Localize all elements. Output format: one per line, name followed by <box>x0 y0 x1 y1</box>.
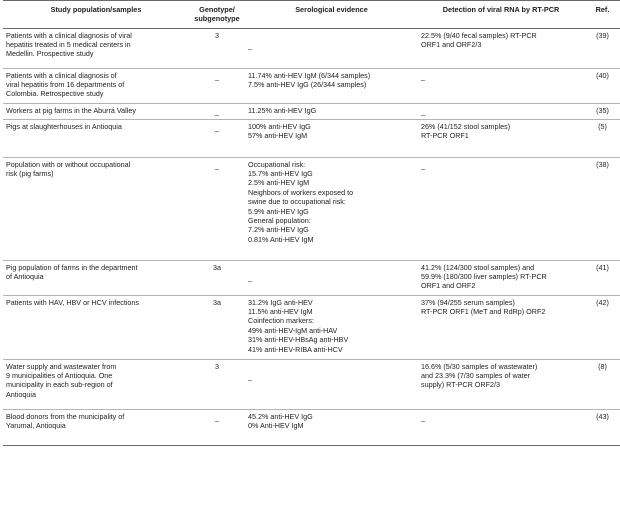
serology-line: 11.74% anti-HEV IgM (6/344 samples) <box>248 70 371 80</box>
cell-ref <box>584 103 620 119</box>
genotype-value: _ <box>215 122 219 132</box>
serology-line: 7.5% anti-HEV IgG (26/344 samples) <box>248 80 367 89</box>
rna-line: _ <box>421 412 425 422</box>
serology-line: Neighbors of workers exposed to <box>248 187 354 197</box>
serology-line: 41% anti-HEV-RIBA anti-HCV <box>248 344 343 354</box>
serology-line: 57% anti-HEV IgM <box>248 131 308 140</box>
header-genotype <box>189 1 245 29</box>
table-row <box>3 409 620 445</box>
cell-genotype <box>189 295 245 359</box>
serology-line: 0% Anti-HEV IgM <box>248 421 304 430</box>
table-header <box>3 1 620 29</box>
cell-rna <box>418 295 584 359</box>
population-line: Population with or without occupational <box>6 159 131 169</box>
population-line: Patients with HAV, HBV or HCV infections <box>6 297 140 307</box>
cell-rna <box>418 157 584 260</box>
cell-serology <box>245 260 418 295</box>
table-row <box>3 28 620 68</box>
population-line: Patients with a clinical diagnosis of <box>6 70 117 80</box>
cell-ref <box>584 68 620 103</box>
serology-line: Occupational risk: <box>248 159 306 169</box>
ref-value: (38) <box>596 159 609 169</box>
cell-population <box>3 68 189 103</box>
serology-line: Coinfection markers: <box>248 316 314 326</box>
cell-rna <box>418 103 584 119</box>
genotype-value: 3a <box>213 262 221 272</box>
cell-rna <box>418 409 584 445</box>
population-line: Pig population of farms in the department <box>6 262 138 272</box>
cell-genotype <box>189 409 245 445</box>
cell-ref <box>584 295 620 359</box>
population-line: of Antioquia <box>6 272 44 281</box>
cell-population <box>3 359 189 409</box>
serology-line: 2.5% anti-HEV IgM <box>248 178 310 188</box>
serology-line: 7.2% anti-HEV IgG <box>248 225 309 235</box>
population-line: Medellin. Prospective study <box>6 49 94 59</box>
cell-genotype <box>189 68 245 103</box>
cell-ref <box>584 119 620 157</box>
cell-ref <box>584 359 620 409</box>
population-line: Patients with a clinical diagnosis of viral <box>6 30 132 40</box>
cell-serology <box>245 68 418 103</box>
population-line: Yarumal, Antioquia <box>6 421 66 430</box>
population-line: Pigs at slaughterhouses in Antioquia <box>6 121 122 131</box>
ref-value: (41) <box>596 262 609 272</box>
cell-serology <box>245 157 418 260</box>
cell-ref <box>584 157 620 260</box>
genotype-value: _ <box>215 160 219 170</box>
ref-value: (42) <box>596 297 609 307</box>
serology-line: General population: <box>248 216 311 226</box>
rna-line: ORF1 and ORF2 <box>421 281 476 291</box>
table-body <box>3 28 620 445</box>
header-population: Study population/samples <box>3 1 189 29</box>
serology-line: 31% anti-HEV-HBsAg anti-HBV <box>248 335 349 345</box>
cell-genotype <box>189 119 245 157</box>
serology-line: swine due to occupational risk: <box>248 197 346 207</box>
serology-line: 31.2% IgG anti-HEV <box>248 297 313 307</box>
rna-line: 59.9% (180/300 liver samples) RT-PCR <box>421 272 547 281</box>
genotype-value: _ <box>215 71 219 81</box>
rna-line: RT-PCR ORF1 (MeT and RdRp) ORF2 <box>421 307 546 316</box>
study-table <box>3 0 617 446</box>
cell-ref <box>584 28 620 68</box>
cell-population <box>3 157 189 260</box>
genotype-value: _ <box>215 106 219 116</box>
header-row <box>3 1 620 29</box>
rna-line: 16.6% (5/30 samples of wastewater) <box>421 361 538 371</box>
population-line: Water supply and wastewater from <box>6 361 117 371</box>
rna-line: 37% (94/255 serum samples) <box>421 297 515 307</box>
cell-genotype <box>189 157 245 260</box>
serology-line: _ <box>248 40 252 50</box>
cell-serology <box>245 295 418 359</box>
genotype-value: 3 <box>215 361 219 371</box>
serology-line: 49% anti-HEV-IgM anti-HAV <box>248 325 338 335</box>
rna-line: RT-PCR ORF1 <box>421 131 469 140</box>
population-line: municipality in each sub-region of <box>6 380 113 390</box>
serology-line: 0.81% Anti-HEV IgM <box>248 234 314 244</box>
ref-value: (40) <box>596 70 609 80</box>
cell-serology <box>245 119 418 157</box>
ref-value: (39) <box>596 30 609 40</box>
serology-line: 11.25% anti-HEV IgG <box>248 105 317 115</box>
population-line: risk (pig farms) <box>6 169 54 178</box>
header-genotype-line2: subgenotype <box>194 13 240 23</box>
genotype-value: 3a <box>213 297 221 307</box>
cell-rna <box>418 260 584 295</box>
cell-genotype <box>189 28 245 68</box>
serology-line: _ <box>248 371 252 381</box>
cell-population <box>3 103 189 119</box>
table-row <box>3 295 620 359</box>
cell-rna <box>418 28 584 68</box>
population-line: Colombia. Retrospective study <box>6 89 104 99</box>
header-serology: Serological evidence <box>245 1 418 29</box>
cell-genotype <box>189 103 245 119</box>
cell-population <box>3 119 189 157</box>
cell-rna <box>418 119 584 157</box>
cell-rna <box>418 68 584 103</box>
population-line: hepatitis treated in 5 medical centers in <box>6 40 131 49</box>
rna-line: _ <box>421 106 425 116</box>
rna-line: 22.5% (9/40 fecal samples) RT-PCR <box>421 30 537 40</box>
cell-serology <box>245 103 418 119</box>
table-row <box>3 68 620 103</box>
cell-population <box>3 295 189 359</box>
cell-population <box>3 28 189 68</box>
cell-genotype <box>189 260 245 295</box>
serology-line: 45.2% anti-HEV IgG <box>248 411 313 421</box>
serology-line: 5.9% anti-HEV IgG <box>248 206 309 216</box>
ref-value: (5) <box>598 121 607 131</box>
table-row <box>3 103 620 119</box>
cell-rna <box>418 359 584 409</box>
population-line: viral hepatitis from 16 departments of <box>6 80 125 89</box>
ref-value: (8) <box>598 361 607 371</box>
serology-line: 100% anti-HEV IgG <box>248 121 311 131</box>
table-row <box>3 119 620 157</box>
cell-serology <box>245 409 418 445</box>
genotype-value: 3 <box>215 30 219 40</box>
ref-value: (35) <box>596 105 609 115</box>
population-line: Workers at pig farms in the Aburrá Valley <box>6 105 136 115</box>
population-line: Blood donors from the municipality of <box>6 411 125 421</box>
rna-line: ORF1 and ORF2/3 <box>421 40 482 49</box>
cell-serology <box>245 359 418 409</box>
table-row <box>3 260 620 295</box>
cell-serology <box>245 28 418 68</box>
table-row <box>3 157 620 260</box>
rna-line: 41.2% (124/300 stool samples) and <box>421 262 535 272</box>
rna-line: supply) RT-PCR ORF2/3 <box>421 380 500 390</box>
serology-line: 11.5% anti-HEV IgM <box>248 307 313 316</box>
population-line: Antioquia <box>6 389 36 399</box>
header-rna: Detection of viral RNA by RT-PCR <box>418 1 584 29</box>
header-genotype-line1: Genotype/ <box>199 5 235 14</box>
table-row <box>3 359 620 409</box>
header-ref: Ref. <box>584 1 620 29</box>
rna-line: _ <box>421 160 425 170</box>
cell-population <box>3 409 189 445</box>
rna-line: _ <box>421 71 425 81</box>
serology-line: 15.7% anti-HEV IgG <box>248 169 313 178</box>
ref-value: (43) <box>596 411 609 421</box>
rna-line: 26% (41/152 stool samples) <box>421 121 511 131</box>
genotype-value: _ <box>215 412 219 422</box>
data-table <box>3 0 620 446</box>
population-line: 9 municipalities of Antioquia. One <box>6 371 113 380</box>
cell-ref <box>584 260 620 295</box>
cell-genotype <box>189 359 245 409</box>
rna-line: and 23.3% (7/30 samples of water <box>421 371 531 380</box>
cell-ref <box>584 409 620 445</box>
serology-line: _ <box>248 272 252 282</box>
cell-population <box>3 260 189 295</box>
